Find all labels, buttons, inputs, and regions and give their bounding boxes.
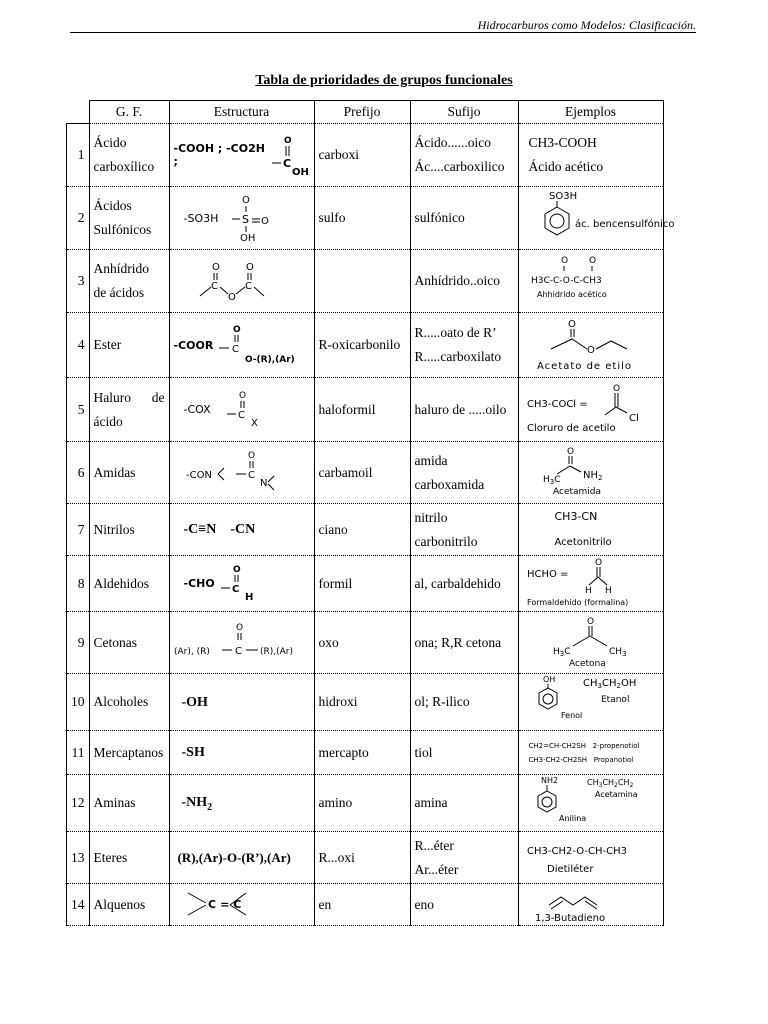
- svg-text:Acetona: Acetona: [568, 658, 606, 669]
- example-cell: [518, 313, 663, 378]
- table-title: Tabla de prioridades de grupos funcionales: [255, 73, 513, 88]
- structure-cell: [169, 442, 314, 504]
- svg-text:Acetamina: Acetamina: [594, 790, 638, 799]
- svg-text:O: O: [242, 195, 251, 206]
- structure-text: -C≡N -CN: [183, 522, 256, 537]
- row-number: 2: [67, 187, 90, 250]
- svg-text:O: O: [560, 256, 568, 266]
- group-name: Aldehidos: [89, 556, 169, 612]
- carboxyl-structure: [270, 133, 310, 177]
- structure-text: -SO3H: [183, 211, 219, 225]
- prefix-cell: sulfo: [314, 187, 410, 250]
- formaldehyde-example: [523, 557, 659, 611]
- example-cell: [518, 612, 663, 674]
- acetamide-example: [523, 444, 659, 502]
- example-cell: [518, 674, 663, 731]
- svg-text:SO3H: SO3H: [548, 191, 577, 202]
- group-name: Haluro de ácido: [89, 378, 169, 442]
- example-cell: [518, 187, 675, 250]
- svg-text:Cl: Cl: [628, 412, 639, 424]
- svg-text:CH3: $CH_3$: [608, 646, 627, 658]
- ketone-structure: [174, 618, 310, 668]
- structure-text: -SH: [181, 745, 205, 760]
- group-name: Alquenos: [89, 884, 169, 926]
- svg-text:OH: OH: [291, 167, 309, 178]
- structure-cell: [169, 612, 314, 674]
- structure-text: -CHO: [183, 577, 215, 590]
- structure-text: -COX: [183, 403, 211, 416]
- svg-text:Formaldehido (formalina): Formaldehido (formalina): [526, 597, 628, 607]
- table-row: [67, 313, 664, 378]
- suffix-cell: amina: [410, 775, 518, 832]
- example-cell: CH2=CH-CH2SH 2-propenotiol CH3-CH2-CH2SH Propanotiol: [518, 731, 663, 775]
- prefix-cell: formil: [314, 556, 410, 612]
- prefix-cell: carboxi: [314, 124, 410, 187]
- prefix-cell: R-oxicarbonilo: [314, 313, 410, 378]
- row-number: 4: [67, 313, 90, 378]
- table-row: [67, 612, 664, 674]
- example-cell: [518, 832, 663, 884]
- acyl-halide-structure: [227, 388, 267, 432]
- svg-text:H3C: $H_3C$: [552, 646, 571, 658]
- group-name: Ester: [89, 313, 169, 378]
- table-row: [67, 832, 664, 884]
- svg-text:C: C: [282, 157, 291, 170]
- svg-text:(Ar), (R): (Ar), (R): [173, 646, 210, 657]
- row-number: 6: [67, 442, 90, 504]
- suffix-cell: al, carbaldehido: [410, 556, 518, 612]
- anhydride-structure: [174, 256, 304, 306]
- header-gf: G. F.: [89, 101, 169, 124]
- row-number: 12: [67, 775, 90, 832]
- svg-text:X: X: [250, 417, 258, 429]
- butadiene-example: [523, 885, 659, 925]
- row-number: 1: [67, 124, 90, 187]
- acetone-example: [523, 614, 659, 672]
- svg-text:OH: OH: [542, 675, 555, 684]
- svg-text:1,3-Butadieno: 1,3-Butadieno: [534, 912, 605, 924]
- svg-text:O-(R),(Ar): O-(R),(Ar): [245, 355, 296, 365]
- svg-text:NH2: NH2: [540, 776, 558, 785]
- suffix-cell: haluro de .....oilo: [410, 378, 518, 442]
- prefix-cell: en: [314, 884, 410, 926]
- page-header: Hidrocarburos como Modelos: Clasificación.: [477, 18, 696, 32]
- table-header-row: [67, 101, 664, 124]
- header-blank: [67, 101, 90, 124]
- prefix-cell: R...oxi: [314, 832, 410, 884]
- svg-text:C: C: [247, 469, 255, 481]
- example-cell: [518, 378, 663, 442]
- alcohol-example: [523, 674, 659, 730]
- svg-text:Ahhidrido acético: Ahhidrido acético: [536, 290, 607, 299]
- svg-text:Fenol: Fenol: [560, 711, 582, 720]
- suffix-cell: R...éter Ar...éter: [410, 832, 518, 884]
- svg-text:C: C: [234, 645, 242, 657]
- row-number: 3: [67, 250, 90, 313]
- svg-text:O: O: [586, 616, 594, 627]
- svg-text:CH3CH2OH: $CH_3CH_2OH$: [582, 678, 636, 690]
- header-prefix: Prefijo: [314, 101, 410, 124]
- svg-text:Acetamida: Acetamida: [552, 486, 601, 497]
- anhydride-example: [523, 253, 659, 309]
- prefix-cell: mercapto: [314, 731, 410, 775]
- svg-text:CH3CH2CH2: $CH_3CH_2CH_2$: [586, 778, 633, 789]
- table-row: [67, 775, 664, 832]
- functional-groups-table: [66, 100, 675, 926]
- prefix-cell: [314, 250, 410, 313]
- aldehyde-structure: [221, 562, 261, 606]
- svg-text:OH: OH: [240, 233, 256, 244]
- svg-text:HCHO =: HCHO =: [526, 568, 568, 580]
- amine-example: [523, 775, 659, 831]
- svg-text:O: O: [227, 292, 236, 303]
- group-name: Anhídrido de ácidos: [89, 250, 169, 313]
- svg-text:H3C: $H_3C$: [542, 474, 561, 486]
- example-cell: [518, 775, 663, 832]
- ester-structure: [213, 322, 296, 368]
- svg-text:Etanol: Etanol: [600, 695, 629, 705]
- row-number: 7: [67, 504, 90, 556]
- svg-text:O: O: [594, 557, 602, 568]
- prefix-cell: hidroxi: [314, 674, 410, 731]
- svg-text:O: O: [232, 564, 241, 575]
- sulfonic-structure: [232, 193, 276, 243]
- example-cell: [518, 884, 663, 926]
- group-name: Ácido carboxílico: [89, 124, 169, 187]
- svg-text:Acetato de etilo: Acetato de etilo: [536, 361, 632, 372]
- table-row: [67, 442, 664, 504]
- structure-cell: [169, 556, 314, 612]
- structure-cell: [169, 731, 314, 775]
- structure-text: -COOH ; -CO2H ;: [173, 142, 265, 168]
- alkene-structure: [174, 885, 304, 925]
- svg-text:H: H: [604, 585, 612, 596]
- table-row: [67, 124, 664, 187]
- amide-structure: [174, 448, 304, 498]
- suffix-cell: Ácido......oico Ác....carboxilico: [410, 124, 518, 187]
- svg-text:O: O: [245, 262, 254, 273]
- suffix-cell: Anhídrido..oico: [410, 250, 518, 313]
- svg-text:O: O: [261, 216, 270, 227]
- svg-text:H: H: [244, 591, 254, 603]
- structure-cell: [169, 504, 314, 556]
- svg-text:Cloruro de acetilo: Cloruro de acetilo: [526, 422, 616, 434]
- svg-text:C: C: [232, 344, 240, 355]
- structure-cell: [169, 313, 314, 378]
- suffix-cell: amida carboxamida: [410, 442, 518, 504]
- structure-text: -OH: [181, 694, 208, 710]
- header-structure: Estructura: [169, 101, 314, 124]
- svg-text:O: O: [567, 319, 576, 330]
- svg-text:C: C: [237, 409, 245, 421]
- suffix-cell: ona; R,R cetona: [410, 612, 518, 674]
- svg-text:O: O: [235, 622, 243, 633]
- svg-text:H: H: [584, 585, 592, 596]
- svg-text:O: O: [586, 345, 595, 356]
- structure-text: -COOR: [173, 338, 214, 352]
- prefix-cell: ciano: [314, 504, 410, 556]
- svg-text:C: C: [244, 281, 252, 292]
- structure-cell: [169, 832, 314, 884]
- svg-text:ác. bencensulfónico: ác. bencensulfónico: [574, 219, 675, 230]
- svg-text:-CON: -CON: [185, 469, 212, 481]
- svg-text:O: O: [612, 383, 620, 394]
- example-cell: CH3-COOH Ácido acético: [518, 124, 663, 187]
- group-name: Alcoholes: [89, 674, 169, 731]
- group-name: Amidas: [89, 442, 169, 504]
- svg-text:Dietiléter: Dietiléter: [546, 863, 593, 875]
- table-row: [67, 556, 664, 612]
- structure-cell: [169, 378, 314, 442]
- example-cell: [518, 250, 663, 313]
- header-examples: Ejemplos: [518, 101, 663, 124]
- table-row: [67, 884, 664, 926]
- row-number: 9: [67, 612, 90, 674]
- suffix-cell: R.....oato de R’ R.....carboxilato: [410, 313, 518, 378]
- table-row: [67, 187, 664, 250]
- group-name: Aminas: [89, 775, 169, 832]
- structure-cell: [169, 674, 314, 731]
- table-row: [67, 378, 664, 442]
- svg-text:O: O: [233, 325, 241, 335]
- svg-text:H3C-C-O-C-CH3: H3C-C-O-C-CH3: [530, 276, 602, 286]
- group-name: Nitrilos: [89, 504, 169, 556]
- svg-text:CH3-COCl =: CH3-COCl =: [526, 398, 588, 410]
- header-suffix: Sufijo: [410, 101, 518, 124]
- structure-cell: [169, 187, 314, 250]
- group-name: Cetonas: [89, 612, 169, 674]
- acetyl-chloride-example: [523, 381, 659, 439]
- table-row: [67, 731, 664, 775]
- svg-text:(R),(Ar): (R),(Ar): [259, 646, 293, 657]
- prefix-cell: carbamoil: [314, 442, 410, 504]
- structure-text: (R),(Ar)-O-(R’),(Ar): [177, 849, 291, 865]
- svg-text:O: O: [247, 450, 255, 461]
- structure-cell: [169, 250, 314, 313]
- row-number: 11: [67, 731, 90, 775]
- svg-text:C: C: [231, 583, 240, 595]
- example-cell: [518, 442, 663, 504]
- row-number: 5: [67, 378, 90, 442]
- row-number: 14: [67, 884, 90, 926]
- table-row: [67, 250, 664, 313]
- structure-cell: [169, 124, 314, 187]
- suffix-cell: sulfónico: [410, 187, 518, 250]
- svg-text:CH3-CH2-O-CH-CH3: CH3-CH2-O-CH-CH3: [526, 845, 627, 857]
- suffix-cell: tiol: [410, 731, 518, 775]
- group-name: Mercaptanos: [89, 731, 169, 775]
- svg-text:O: O: [283, 136, 292, 146]
- row-number: 13: [67, 832, 90, 884]
- svg-text:O: O: [211, 262, 220, 273]
- svg-text:N: N: [259, 477, 267, 489]
- group-name: Ácidos Sulfónicos: [89, 187, 169, 250]
- svg-text:C=C: C=C: [207, 897, 245, 911]
- row-number: 10: [67, 674, 90, 731]
- svg-text:O: O: [566, 446, 574, 457]
- header-rule: [70, 32, 696, 33]
- structure-text: $-NH_2$: [181, 794, 213, 813]
- table-row: [67, 674, 664, 731]
- svg-text:C: C: [210, 281, 218, 292]
- svg-text:NH2: $NH_2$: [582, 469, 602, 482]
- benzenesulfonic-example: [523, 189, 675, 247]
- example-cell: CH3-CN Acetonitrilo: [518, 504, 663, 556]
- ether-example: [523, 834, 659, 882]
- suffix-cell: ol; R-ilico: [410, 674, 518, 731]
- suffix-cell: nitrilo carbonitrilo: [410, 504, 518, 556]
- example-cell: [518, 556, 663, 612]
- row-number: 8: [67, 556, 90, 612]
- svg-text:O: O: [588, 256, 596, 266]
- structure-cell: [169, 884, 314, 926]
- prefix-cell: amino: [314, 775, 410, 832]
- table-row: [67, 504, 664, 556]
- svg-text:S: S: [242, 213, 250, 226]
- prefix-cell: oxo: [314, 612, 410, 674]
- group-name: Eteres: [89, 832, 169, 884]
- prefix-cell: haloformil: [314, 378, 410, 442]
- svg-text:O: O: [238, 390, 246, 401]
- structure-cell: [169, 775, 314, 832]
- suffix-cell: eno: [410, 884, 518, 926]
- ethyl-acetate-example: [523, 315, 659, 375]
- svg-text:Anilina: Anilina: [558, 814, 586, 823]
